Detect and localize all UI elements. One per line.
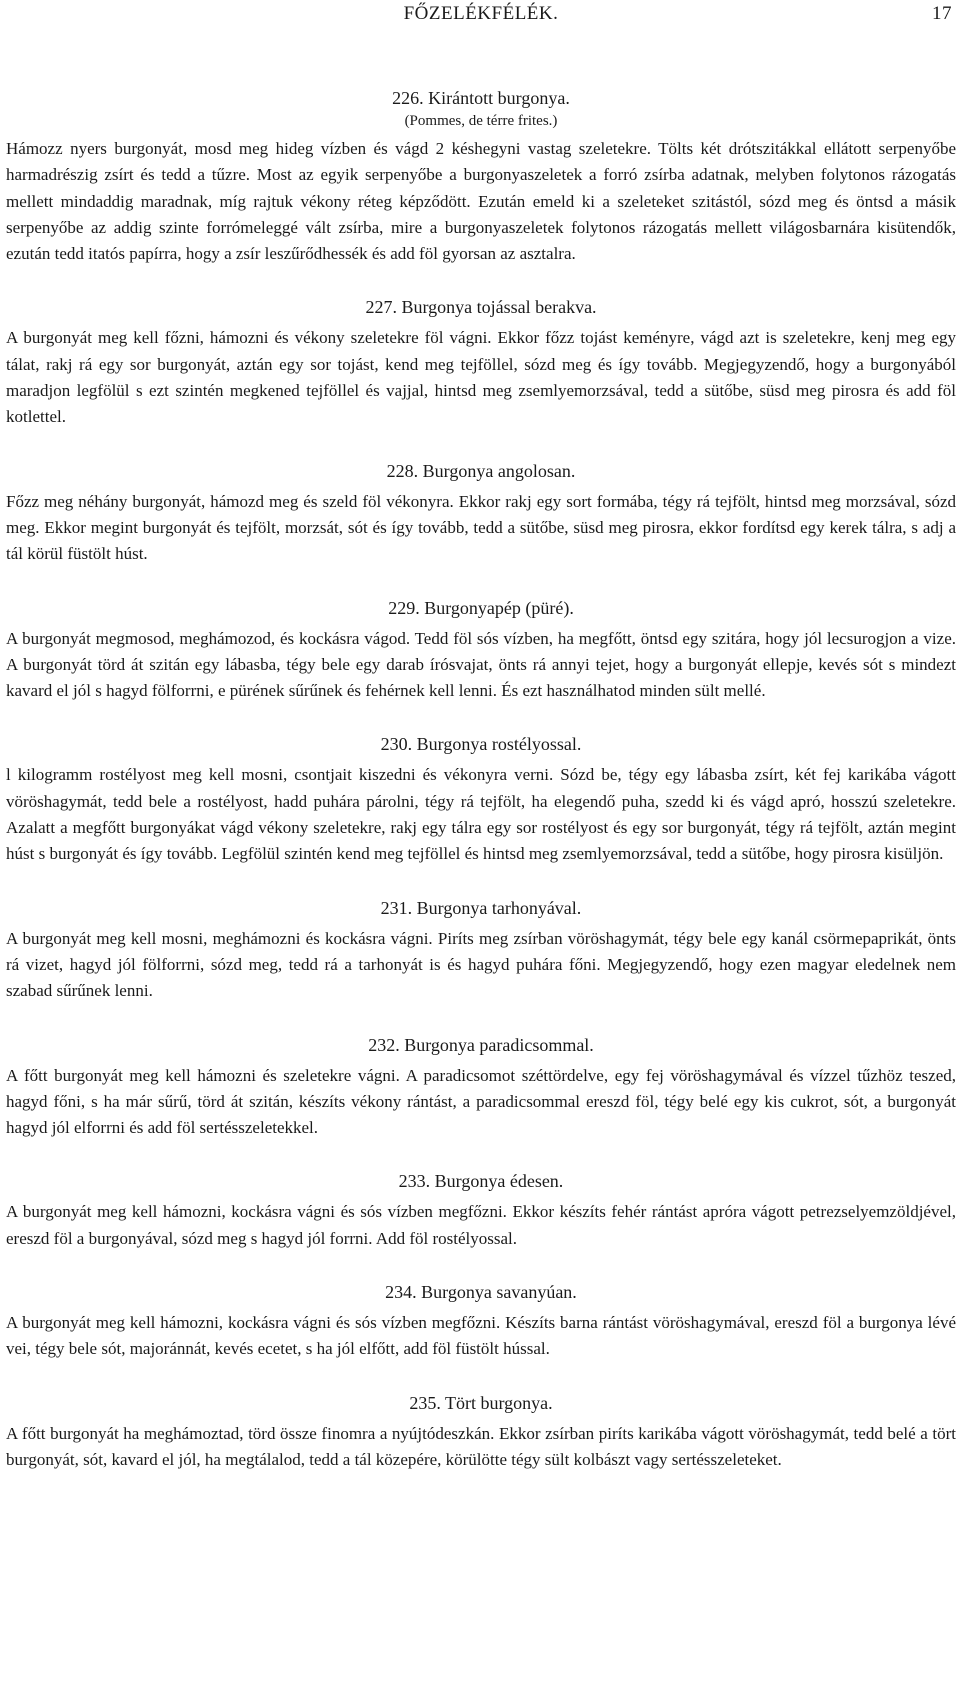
recipe-body: A burgonyát meg kell hámozni, kockásra vágni és sós vízben megfőzni. Készíts barna rántást vöröshagymával, ereszd föl a burgonya lévé vei, tégy bele sót, majoránnát, kevés ecetet, s ha jól elfőtt, add föl füstölt hússal. [6,1313,956,1359]
recipe-231 [6,896,956,1005]
recipe-title: 232. Burgonya paradicsommal. [368,1034,594,1055]
recipe-228 [6,459,956,568]
recipe-227 [6,295,956,430]
recipe-226 [6,86,956,267]
recipe-234 [6,1280,956,1363]
recipe-title: 233. Burgonya édesen. [398,1171,564,1192]
recipe-body: Főzz meg néhány burgonyát, hámozd meg és szeld föl vékonyra. Ekkor rakj egy sort formába, tégy rá tejfölt, hintsd meg morzsával, sózd meg. Ekkor megint burgonyát és tejfölt, morzsát, sót és így tovább, tedd a sütőbe, süsd meg pirosra, ekkor fordítsd egy kerek tálra, s adj a tál körül füstölt húst. [6,491,956,564]
recipe-body: l kilogramm rostélyost meg kell mosni, csontjait kiszedni és vékonyra verni. Sózd be, tégy egy lábasba zsírt, két fej karikába vágott vöröshagymát, tedd bele a rostélyost, hadd puhára párolni, tégy rá tejfölt, ha elegendő puha, szedd ki és vágd apró, hosszú szeletekre. Azalatt a megfőtt burgonyákat vágd vékony szeletekre, rakj egy tálra egy sor rostélyost és egy sor burgonyát, tégy rá tejfölt, aztán megint húst s burgonyát és így tovább. Legfölül szintén kend meg tejföllel és hintsd meg zsemlyemorzsával, tedd a sütőbe, hogy pirosra kisüljön. [6,765,956,864]
recipe-235 [6,1391,956,1474]
recipe-230 [6,732,956,867]
recipe-233 [6,1169,956,1252]
recipe-229 [6,596,956,705]
recipe-body: A burgonyát meg kell hámozni, kockásra vágni és sós vízben megfőzni. Ekkor készíts fehér rántást apróra vágott petrezselyemzöldjével, ereszd föl a burgonyával, sózd meg s hagyd jól forrni. Add föl rostélyossal. [6,1202,956,1248]
recipe-body: A burgonyát meg kell mosni, meghámozni és kockásra vágni. Piríts meg zsírban vöröshagymát, tégy bele egy kanál csörmepaprikát, önts rá vizet, hagyd jól fölforrni, sózd meg, tedd rá a tarhonyát is és hagyd puhára főni. Megjegyzendő, hogy ezen magyar eledelnek nem szabad sűrűnek lenni. [6,928,956,1001]
recipe-body: A burgonyát megmosod, meghámozod, és kockásra vágod. Tedd föl sós vízben, ha megfőtt, öntsd egy szitára, hogy jól lecsurogjon a vize. A burgonyát törd át szitán egy lábasba, tégy bele egy darab írósvajat, önts rá annyi tejet, hogy a burgonyát ellepje, kevés sót s mindezt kavard el jól s hagyd fölforrni, e pürének sűrűnek és fehérnek kell lenni. És ezt használhatod minden sült mellé. [6,628,956,701]
running-header [6,0,956,40]
page-number: 17 [932,3,952,24]
recipe-subtitle: (Pommes, de térre frites.) [404,113,558,129]
recipe-title: 235. Tört burgonya. [409,1392,553,1413]
recipe-body: Hámozz nyers burgonyát, mosd meg hideg vízben és vágd 2 késhegyni vastag szeletekre. Tölts két drótszitákkal ellátott serpenyőbe harmadrészig zsírt és tedd a tűzre. Most az egyik serpenyőbe a burgonyaszeletek a forró zsírba adatnak, melyben folytonos rázogatás mellett mindaddig maradnak, míg rajtuk vékony réteg képződött. Ezután emeld ki a szeleteket szitástól, sózd meg és öntsd a másik serpenyőbe az addig szinte forrómeleggé vált zsírba, mire a burgonyaszeletek folytonos rázogatás mellett világosbarnára kisütendők, ezután tedd itatós papírra, hogy a zsír leszűrődhessék és add föl gyorsan az asztalra. [6,139,956,264]
recipe-title: 228. Burgonya angolosan. [386,460,576,481]
recipe-title: 226. Kirántott burgonya. [392,88,570,108]
recipe-body: A burgonyát meg kell főzni, hámozni és vékony szeletekre föl vágni. Ekkor főzz tojást keményre, vágd azt is szeletekre, kenj meg egy tálat, rakj rá egy sor burgonyát, aztán egy sor tojást, kend meg tejföllel, sózd meg és így tovább. Megjegyzendő, hogy a burgonyából maradjon legfölül s ezt szintén megkened tejföllel és vajjal, hintsd meg zsemlyemorzsával, tedd a sütőbe, süsd meg pirosra és add föl kotlettel. [6,328,956,427]
recipe-title: 234. Burgonya savanyúan. [385,1282,577,1303]
recipe-title: 230. Burgonya rostélyossal. [380,734,582,755]
chapter-title: FŐZELÉKFÉLÉK. [403,3,559,24]
recipe-title: 229. Burgonyapép (püré). [388,597,574,618]
recipe-title: 231. Burgonya tarhonyával. [380,897,582,918]
recipe-body: A főtt burgonyát meg kell hámozni és szeletekre vágni. A paradicsomot széttördelve, egy fej vöröshagymával és vízzel tűzhöz teszed, hagyd főni, s ha már sűrű, törd át szitán, készíts vékony rántást, a paradicsommal ereszd föl, tégy belé egy kis cukrot, sót, a burgonyát hagyd jól elforrni és add föl sertésszeletekkel. [6,1065,956,1138]
recipe-body: A főtt burgonyát ha meghámoztad, törd össze finomra a nyújtódeszkán. Ekkor zsírban piríts karikába vágott vöröshagymát, tedd belé a tört burgonyát, sót, kavard el jól, ha megtálalod, tedd a tál közepére, körülötte tégy sült kolbászt vagy sertésszeleteket. [6,1423,956,1469]
recipe-title: 227. Burgonya tojással berakva. [365,297,597,318]
recipe-232 [6,1033,956,1142]
